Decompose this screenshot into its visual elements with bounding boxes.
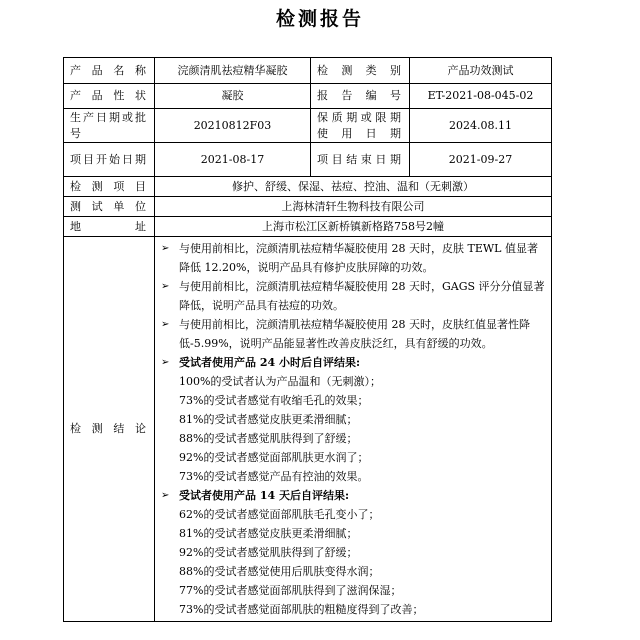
arrow-bullet-icon: ➢ bbox=[161, 490, 170, 501]
result-14d-item: 73%的受试者感觉面部肌肤的粗糙度得到了改善； bbox=[179, 603, 424, 616]
arrow-bullet-icon: ➢ bbox=[161, 319, 170, 330]
arrow-bullet-icon: ➢ bbox=[161, 357, 170, 368]
row-conclusion bbox=[64, 237, 552, 622]
conclusion-content bbox=[155, 237, 552, 622]
row-address bbox=[64, 217, 552, 237]
product-form-label: 产品性状 bbox=[64, 84, 155, 109]
arrow-bullet-icon: ➢ bbox=[161, 243, 170, 254]
product-name-label: 产品名称 bbox=[64, 58, 155, 84]
end-date-value: 2021-09-27 bbox=[410, 143, 552, 177]
row-test-items bbox=[64, 177, 552, 197]
test-category-label: 检测类别 bbox=[311, 58, 410, 84]
product-name-value: 浣颜清肌祛痘精华凝胶 bbox=[155, 58, 311, 84]
section-14d-heading bbox=[161, 486, 547, 505]
address-label: 地址 bbox=[64, 217, 155, 237]
conclusion-bullet bbox=[161, 239, 547, 277]
result-24h-item: 73%的受试者感觉产品有控油的效果。 bbox=[179, 470, 369, 483]
result-24h-item: 92%的受试者感觉面部肌肤更水润了； bbox=[179, 451, 369, 464]
row-dates bbox=[64, 143, 552, 177]
bullet-text-redness: 与使用前相比，浣颜清肌祛痘精华凝胶使用 28 天时，皮肤红值显著性降低-5.99%，说明产品能显著性改善皮肤泛红，具有舒缓的功效。 bbox=[179, 318, 530, 350]
test-category-value: 产品功效测试 bbox=[410, 58, 552, 84]
result-14d-item: 81%的受试者感觉皮肤更柔滑细腻； bbox=[179, 527, 358, 540]
report-no-value: ET-2021-08-045-02 bbox=[410, 84, 552, 109]
result-14d-item: 77%的受试者感觉面部肌肤得到了滋润保湿； bbox=[179, 584, 402, 597]
bullet-text-gags: 与使用前相比，浣颜清肌祛痘精华凝胶使用 28 天时，GAGS 评分分值显著降低，说明产品具有祛痘的功效。 bbox=[179, 280, 545, 312]
result-24h-item: 73%的受试者感觉有收缩毛孔的效果； bbox=[179, 394, 369, 407]
expiry-label: 保质期或限期使用日期 bbox=[311, 109, 410, 143]
report-table bbox=[63, 57, 552, 622]
result-14d-item: 62%的受试者感觉面部肌肤毛孔变小了； bbox=[179, 508, 380, 521]
production-date-label: 生产日期或批号 bbox=[64, 109, 155, 143]
test-items-value: 修护、舒缓、保湿、祛痘、控油、温和（无刺激） bbox=[155, 177, 552, 197]
result-24h-item: 81%的受试者感觉皮肤更柔滑细腻； bbox=[179, 413, 358, 426]
address-value: 上海市松江区新桥镇新格路758号2幢 bbox=[155, 217, 552, 237]
conclusion-bullet bbox=[161, 315, 547, 353]
start-date-value: 2021-08-17 bbox=[155, 143, 311, 177]
test-items-label: 检测项目 bbox=[64, 177, 155, 197]
report-no-label: 报告编号 bbox=[311, 84, 410, 109]
start-date-label: 项目开始日期 bbox=[64, 143, 155, 177]
row-test-unit bbox=[64, 197, 552, 217]
production-date-value: 20210812F03 bbox=[155, 109, 311, 143]
end-date-label: 项目结束日期 bbox=[311, 143, 410, 177]
report-title: 检测报告 bbox=[275, 8, 364, 30]
product-form-value: 凝胶 bbox=[155, 84, 311, 109]
result-24h-item: 100%的受试者认为产品温和（无刺激）； bbox=[179, 375, 381, 388]
conclusion-label: 检测结论 bbox=[64, 237, 155, 622]
bullet-text-tewl: 与使用前相比，浣颜清肌祛痘精华凝胶使用 28 天时，皮肤 TEWL 值显著降低 12.20%，说明产品具有修护皮肤屏障的功效。 bbox=[179, 242, 538, 274]
conclusion-bullet bbox=[161, 277, 547, 315]
row-product-name bbox=[64, 58, 552, 84]
row-product-form bbox=[64, 84, 552, 109]
section-24h-heading bbox=[161, 353, 547, 372]
result-14d-item: 92%的受试者感觉肌肤得到了舒缓； bbox=[179, 546, 358, 559]
arrow-bullet-icon: ➢ bbox=[161, 281, 170, 292]
section-24h-title: 受试者使用产品 24 小时后自评结果: bbox=[179, 356, 361, 369]
test-unit-label: 测试单位 bbox=[64, 197, 155, 217]
result-24h-item: 88%的受试者感觉肌肤得到了舒缓； bbox=[179, 432, 358, 445]
section-14d-title: 受试者使用产品 14 天后自评结果: bbox=[179, 489, 350, 502]
row-production-date bbox=[64, 109, 552, 143]
test-unit-value: 上海林清轩生物科技有限公司 bbox=[155, 197, 552, 217]
expiry-value: 2024.08.11 bbox=[410, 109, 552, 143]
result-14d-item: 88%的受试者感觉使用后肌肤变得水润； bbox=[179, 565, 380, 578]
